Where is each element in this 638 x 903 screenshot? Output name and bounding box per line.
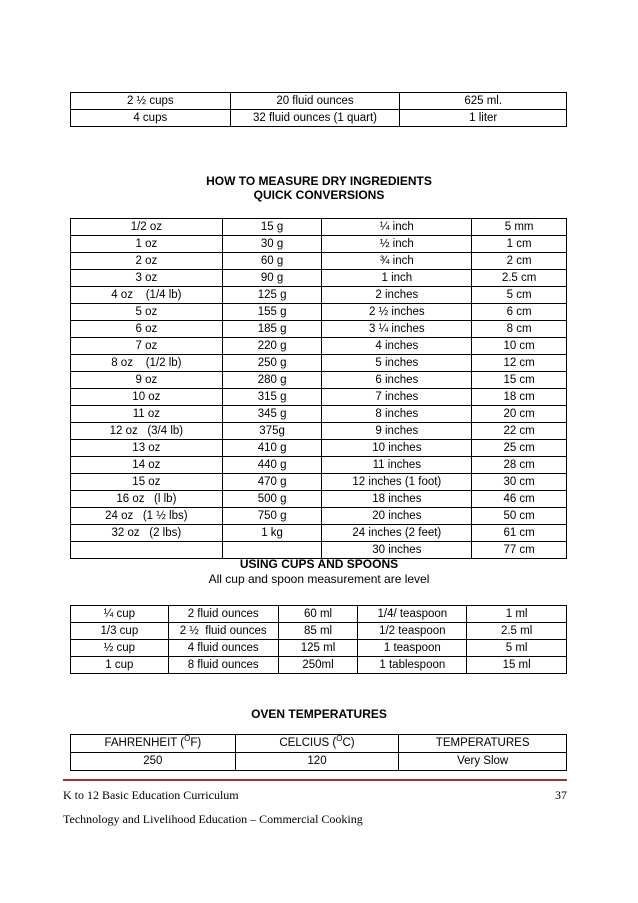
table-cell: [222, 542, 322, 559]
table-row: [71, 372, 567, 389]
table-cell: 155 g: [222, 304, 322, 321]
table-cell: 14 oz: [71, 457, 223, 474]
table-cell: 8 fluid ounces: [168, 657, 278, 674]
table-cell: 1 oz: [71, 236, 223, 253]
table-cell: 20 inches: [322, 508, 472, 525]
table-cell: 8 oz (1/2 lb): [71, 355, 223, 372]
table-cell: 61 cm: [472, 525, 567, 542]
table-cell: 46 cm: [472, 491, 567, 508]
table-cell: 3 oz: [71, 270, 223, 287]
table-cell: 250 g: [222, 355, 322, 372]
table-cell: 125 g: [222, 287, 322, 304]
table-cell: ½ cup: [71, 640, 169, 657]
table-cell: 625 ml.: [400, 93, 567, 110]
table-cell: 120: [235, 753, 399, 771]
cups-spoons-table: [70, 605, 567, 674]
table-cell: 315 g: [222, 389, 322, 406]
table-cell: 470 g: [222, 474, 322, 491]
table-cell: 5 inches: [322, 355, 472, 372]
table-cell: 500 g: [222, 491, 322, 508]
table-cell: ¼ inch: [322, 219, 472, 236]
table-cell: 2 inches: [322, 287, 472, 304]
table-cell: 10 inches: [322, 440, 472, 457]
table-cell: 2 oz: [71, 253, 223, 270]
table-cell: 20 fluid ounces: [230, 93, 400, 110]
table-cell: 9 oz: [71, 372, 223, 389]
table-cell: 30 g: [222, 236, 322, 253]
table-row: [71, 640, 567, 657]
table-cell: 18 inches: [322, 491, 472, 508]
table-cell: 50 cm: [472, 508, 567, 525]
table-cell: 7 inches: [322, 389, 472, 406]
table-row: [71, 270, 567, 287]
table-row: [71, 389, 567, 406]
table-cell: 375g: [222, 423, 322, 440]
table-cell: 4 oz (1/4 lb): [71, 287, 223, 304]
table-cell: 1 ml: [467, 606, 567, 623]
table-cell: ¾ inch: [322, 253, 472, 270]
table-cell: Very Slow: [399, 753, 567, 771]
table-row: [71, 525, 567, 542]
table-cell: 15 ml: [467, 657, 567, 674]
table-cell: 1 kg: [222, 525, 322, 542]
table-cell: 750 g: [222, 508, 322, 525]
table-row: [71, 423, 567, 440]
footer-subject: Technology and Livelihood Education – Commercial Cooking: [63, 812, 363, 826]
table-cell: 11 inches: [322, 457, 472, 474]
table-row: [71, 93, 567, 110]
table-cell: 5 mm: [472, 219, 567, 236]
table-cell: 2 ½ inches: [322, 304, 472, 321]
table-cell: 2.5 ml: [467, 623, 567, 640]
table-cell: 5 cm: [472, 287, 567, 304]
table-cell: 1/3 cup: [71, 623, 169, 640]
table-cell: 410 g: [222, 440, 322, 457]
table-row: [71, 440, 567, 457]
table-cell: [71, 542, 223, 559]
table-cell: 5 ml: [467, 640, 567, 657]
cups-spoons-subtitle: All cup and spoon measurement are level: [208, 572, 430, 586]
table-cell: 1/4/ teaspoon: [358, 606, 467, 623]
table-cell: 345 g: [222, 406, 322, 423]
table-cell: 250ml: [278, 657, 358, 674]
table-cell: 1 tablespoon: [358, 657, 467, 674]
table-row: [71, 542, 567, 559]
table-row: [71, 304, 567, 321]
table-row: [71, 110, 567, 127]
table-row: [71, 491, 567, 508]
footer-curriculum: K to 12 Basic Education Curriculum: [63, 788, 239, 802]
table-cell: 1 cm: [472, 236, 567, 253]
table-cell: 4 inches: [322, 338, 472, 355]
table-cell: 6 cm: [472, 304, 567, 321]
table-cell: 90 g: [222, 270, 322, 287]
table-cell: 125 ml: [278, 640, 358, 657]
table-cell: 28 cm: [472, 457, 567, 474]
table-row: [71, 236, 567, 253]
table-cell: 2.5 cm: [472, 270, 567, 287]
cups-spoons-title: USING CUPS AND SPOONS: [239, 557, 399, 571]
table-cell: 185 g: [222, 321, 322, 338]
table-row: [71, 753, 567, 771]
table-header-row: [71, 735, 567, 753]
table-cell: 440 g: [222, 457, 322, 474]
table-cell: 6 inches: [322, 372, 472, 389]
table-cell: 77 cm: [472, 542, 567, 559]
table-cell: 1/2 oz: [71, 219, 223, 236]
table-row: [71, 253, 567, 270]
page-number: 37: [555, 788, 567, 802]
table-row: [71, 474, 567, 491]
liquid-conversion-table: [70, 92, 567, 127]
table-cell: 12 cm: [472, 355, 567, 372]
table-cell: 10 oz: [71, 389, 223, 406]
table-cell: 32 oz (2 lbs): [71, 525, 223, 542]
table-row: [71, 623, 567, 640]
table-cell: 1 inch: [322, 270, 472, 287]
table-cell: 3 ¼ inches: [322, 321, 472, 338]
table-cell: 250: [71, 753, 236, 771]
dry-conversion-table: [70, 218, 567, 559]
table-cell: 12 inches (1 foot): [322, 474, 472, 491]
dry-ingredients-title: HOW TO MEASURE DRY INGREDIENTS: [206, 174, 432, 188]
table-cell: 15 oz: [71, 474, 223, 491]
table-cell: 6 oz: [71, 321, 223, 338]
table-cell: 1 liter: [400, 110, 567, 127]
table-cell: 13 oz: [71, 440, 223, 457]
table-cell: ¼ cup: [71, 606, 169, 623]
table-cell: 25 cm: [472, 440, 567, 457]
table-cell: 24 inches (2 feet): [322, 525, 472, 542]
table-cell: 7 oz: [71, 338, 223, 355]
table-row: [71, 219, 567, 236]
oven-temperature-table: [70, 734, 567, 771]
table-cell: 2 cm: [472, 253, 567, 270]
table-cell: 2 ½ fluid ounces: [168, 623, 278, 640]
table-cell: 280 g: [222, 372, 322, 389]
fahrenheit-header: FAHRENHEIT ($^O$F): [71, 735, 236, 753]
table-cell: 4 fluid ounces: [168, 640, 278, 657]
table-row: [71, 508, 567, 525]
quick-conversions-subtitle: QUICK CONVERSIONS: [253, 188, 385, 202]
table-cell: 20 cm: [472, 406, 567, 423]
table-row: [71, 406, 567, 423]
table-cell: 22 cm: [472, 423, 567, 440]
table-cell: 85 ml: [278, 623, 358, 640]
table-cell: 32 fluid ounces (1 quart): [230, 110, 400, 127]
table-cell: 4 cups: [71, 110, 231, 127]
table-cell: 24 oz (1 ½ lbs): [71, 508, 223, 525]
table-row: [71, 321, 567, 338]
table-cell: 5 oz: [71, 304, 223, 321]
table-cell: 220 g: [222, 338, 322, 355]
temperatures-header: TEMPERATURES: [399, 735, 567, 753]
table-cell: 10 cm: [472, 338, 567, 355]
table-row: [71, 355, 567, 372]
table-row: [71, 287, 567, 304]
table-cell: 2 ½ cups: [71, 93, 231, 110]
table-cell: 2 fluid ounces: [168, 606, 278, 623]
table-cell: 18 cm: [472, 389, 567, 406]
table-row: [71, 338, 567, 355]
table-cell: 11 oz: [71, 406, 223, 423]
table-cell: ½ inch: [322, 236, 472, 253]
table-cell: 15 g: [222, 219, 322, 236]
table-cell: 12 oz (3/4 lb): [71, 423, 223, 440]
table-cell: 30 cm: [472, 474, 567, 491]
table-cell: 60 ml: [278, 606, 358, 623]
table-row: [71, 457, 567, 474]
oven-temperatures-title: OVEN TEMPERATURES: [251, 707, 387, 721]
table-cell: 1 cup: [71, 657, 169, 674]
table-cell: 16 oz (l lb): [71, 491, 223, 508]
table-row: [71, 657, 567, 674]
table-cell: 1 teaspoon: [358, 640, 467, 657]
table-row: [71, 606, 567, 623]
table-cell: 8 inches: [322, 406, 472, 423]
table-cell: 9 inches: [322, 423, 472, 440]
table-cell: 8 cm: [472, 321, 567, 338]
table-cell: 15 cm: [472, 372, 567, 389]
table-cell: 30 inches: [322, 542, 472, 559]
celcius-header: CELCIUS ($^O$C): [235, 735, 399, 753]
table-cell: 1/2 teaspoon: [358, 623, 467, 640]
footer-rule: [63, 779, 567, 781]
table-cell: 60 g: [222, 253, 322, 270]
